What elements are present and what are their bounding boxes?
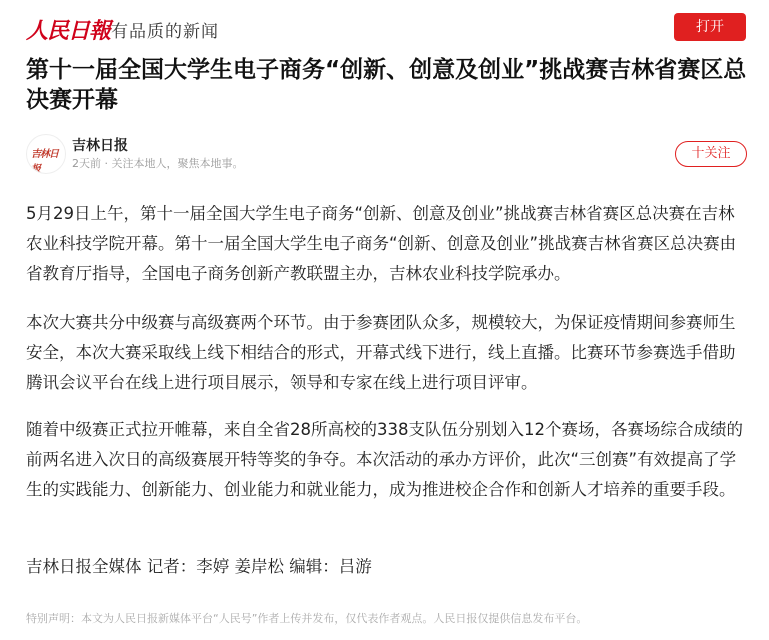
byline: 吉林日报全媒体 记者：李婷 姜岸松 编辑：吕游 [26, 557, 372, 576]
people-daily-logo[interactable]: 人民日報 [26, 18, 111, 44]
author-meta: 2天前 · 关注本地人，聚焦本地事。 [72, 157, 244, 170]
open-app-button[interactable]: 打开 [674, 13, 746, 41]
slogan: 有品质的新闻 [111, 22, 219, 42]
disclaimer: 特别声明：本文为人民日报新媒体平台“人民号”作者上传并发布，仅代表作者观点。人民日报仅提供信息发布平台。 [26, 612, 588, 625]
paragraph: 随着中级赛正式拉开帷幕，来自全省28所高校的338支队伍分别划入12个赛场，各赛场综合成绩的前两名进入次日的高级赛展开特等奖的争夺。本次活动的承办方评价，此次“三创赛”有效提高了学生的实践能力、创新能力、创业能力和就业能力，成为推进校企合作和创新人才培养的重要手段。 [26, 420, 743, 499]
article-title: 第十一届全国大学生电子商务“创新、创意及创业”挑战赛吉林省赛区总决赛开幕 [26, 57, 747, 113]
paragraph: 5月29日上午，第十一届全国大学生电子商务“创新、创意及创业”挑战赛吉林省赛区总决赛在吉林农业科技学院开幕。第十一届全国大学生电子商务“创新、创意及创业”挑战赛吉林省赛区总决赛由省教育厅指导，全国电子商务创新产教联盟主办，吉林农业科技学院承办。 [26, 204, 737, 283]
avatar-logo-text: 吉林日报 [31, 149, 58, 174]
avatar[interactable] [26, 134, 66, 174]
follow-button[interactable]: 十关注 [675, 141, 747, 167]
author-bar [26, 134, 746, 174]
paragraph: 本次大赛共分中级赛与高级赛两个环节。由于参赛团队众多，规模较大，为保证疫情期间参赛师生安全，本次大赛采取线上线下相结合的形式，开幕式线下进行，线上直播。比赛环节参赛选手借助腾讯会议平台在线上进行项目展示，领导和专家在线上进行项目评审。 [26, 313, 736, 392]
author-name[interactable]: 吉林日报 [72, 138, 128, 154]
top-bar [0, 0, 769, 52]
